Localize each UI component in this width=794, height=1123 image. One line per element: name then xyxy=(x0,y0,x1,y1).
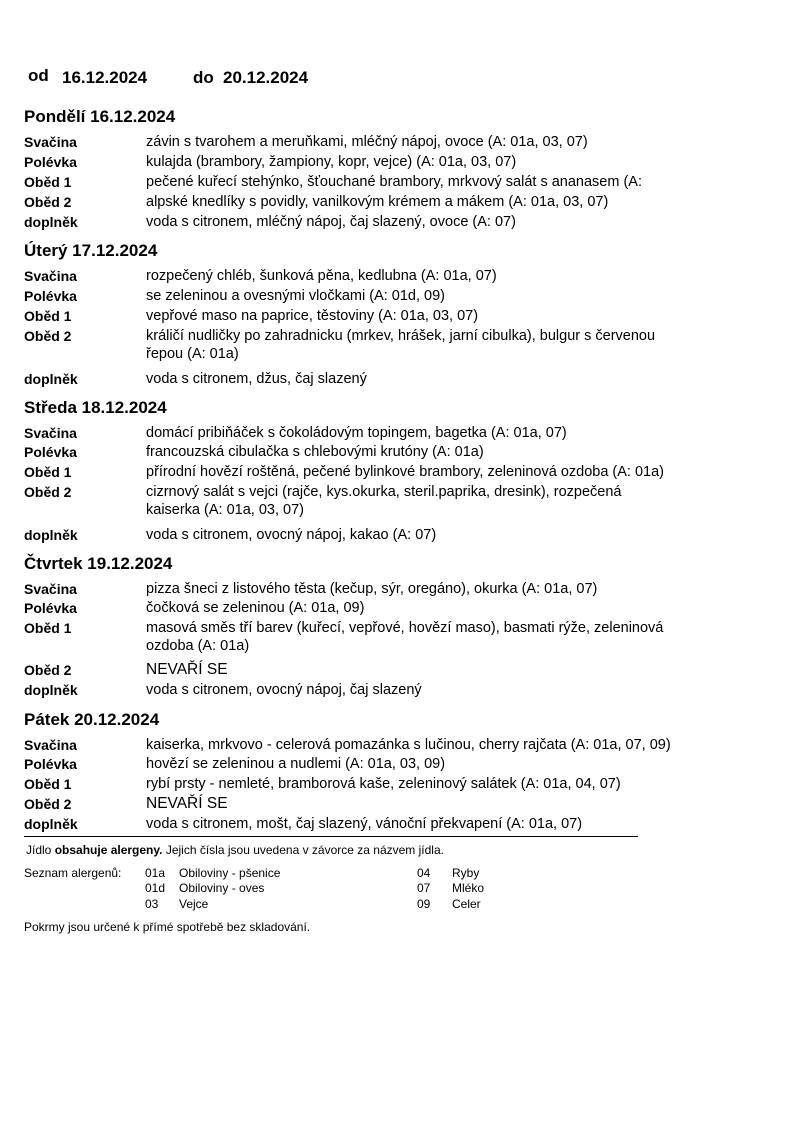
allergen-name: Mléko xyxy=(452,881,485,895)
meal-label: Polévka xyxy=(24,756,77,772)
meal-text: voda s citronem, mléčný nápoj, čaj slazený, ovoce (A: 07) xyxy=(146,214,516,230)
allergen-code: 01d xyxy=(145,881,166,895)
allergen-note-suffix: Jejich čísla jsou uvedena v závorce za názvem jídla. xyxy=(162,843,444,857)
period-from-label: od xyxy=(28,66,49,85)
allergen-code: 03 xyxy=(145,897,159,911)
storage-note: Pokrmy jsou určené k přímé spotřebě bez skladování. xyxy=(24,920,311,934)
meal-text: závin s tvarohem a meruňkami, mléčný nápoj, ovoce (A: 01a, 03, 07) xyxy=(146,134,588,150)
day-title-tuesday: Úterý 17.12.2024 xyxy=(24,241,158,260)
meal-label: doplněk xyxy=(24,214,78,230)
meal-text: voda s citronem, ovocný nápoj, kakao (A: 07) xyxy=(146,527,437,543)
meal-label: Polévka xyxy=(24,154,77,170)
allergen-code: 07 xyxy=(417,881,431,895)
meal-text: voda s citronem, ovocný nápoj, čaj slazený xyxy=(146,682,422,698)
meal-text: kulajda (brambory, žampiony, kopr, vejce) (A: 01a, 03, 07) xyxy=(146,154,517,170)
day-title-thursday: Čtvrtek 19.12.2024 xyxy=(24,554,173,573)
meal-label: Svačina xyxy=(24,425,77,441)
meal-text-continued: ozdoba (A: 01a) xyxy=(146,638,250,654)
meal-text: cizrnový salát s vejci (rajče, kys.okurka, steril.paprika, dresink), rozpečená xyxy=(146,484,622,500)
meal-label: Svačina xyxy=(24,581,77,597)
meal-label: Oběd 1 xyxy=(24,308,72,324)
allergen-code: 01a xyxy=(145,866,166,880)
meal-text-continued: kaiserka (A: 01a, 03, 07) xyxy=(146,502,304,518)
meal-label: Oběd 1 xyxy=(24,174,72,190)
period-to-date: 20.12.2024 xyxy=(223,68,309,87)
meal-label: Oběd 2 xyxy=(24,662,72,678)
meal-text: kaiserka, mrkvovo - celerová pomazánka s lučinou, cherry rajčata (A: 01a, 07, 09) xyxy=(146,737,671,753)
period-from-date: 16.12.2024 xyxy=(62,68,148,87)
meal-label: Oběd 2 xyxy=(24,796,72,812)
meal-text: NEVAŘÍ SE xyxy=(146,661,228,678)
meal-label: Oběd 2 xyxy=(24,484,72,500)
meal-text: rozpečený chléb, šunková pěna, kedlubna (A: 01a, 07) xyxy=(146,268,497,284)
day-title-monday: Pondělí 16.12.2024 xyxy=(24,107,176,126)
meal-label: doplněk xyxy=(24,816,78,832)
allergen-name: Vejce xyxy=(179,897,209,911)
allergen-name: Celer xyxy=(452,897,481,911)
meal-text: francouzská cibulačka s chlebovými krutóny (A: 01a) xyxy=(146,444,484,460)
allergen-code: 04 xyxy=(417,866,431,880)
meal-label: doplněk xyxy=(24,371,78,387)
meal-label: Svačina xyxy=(24,268,77,284)
meal-text: králičí nudličky po zahradnicku (mrkev, hrášek, jarní cibulka), bulgur s červenou xyxy=(146,328,656,344)
meal-text: hovězí se zeleninou a nudlemi (A: 01a, 03, 09) xyxy=(146,756,446,772)
meal-text: rybí prsty - nemleté, bramborová kaše, zeleninový salátek (A: 01a, 04, 07) xyxy=(146,776,621,792)
footer-divider xyxy=(24,836,638,837)
allergen-list-label: Seznam alergenů: xyxy=(24,866,122,880)
meal-label: Oběd 1 xyxy=(24,620,72,636)
meal-text: se zeleninou a ovesnými vločkami (A: 01d, 09) xyxy=(146,288,446,304)
meal-text: vepřové maso na paprice, těstoviny (A: 01a, 03, 07) xyxy=(146,308,479,324)
meal-text: pizza šneci z listového těsta (kečup, sýr, oregáno), okurka (A: 01a, 07) xyxy=(146,581,598,597)
meal-label: Oběd 1 xyxy=(24,776,72,792)
day-title-friday: Pátek 20.12.2024 xyxy=(24,710,160,729)
period-to-label: do xyxy=(193,68,214,87)
meal-label: doplněk xyxy=(24,527,78,543)
meal-label: Polévka xyxy=(24,288,77,304)
meal-text: voda s citronem, mošt, čaj slazený, vánoční překvapení (A: 01a, 07) xyxy=(146,816,583,832)
meal-text-continued: řepou (A: 01a) xyxy=(146,346,239,362)
meal-label: doplněk xyxy=(24,682,78,698)
meal-text: přírodní hovězí roštěná, pečené bylinkové brambory, zeleninová ozdoba (A: 01a) xyxy=(146,464,665,480)
allergen-name: Obiloviny - pšenice xyxy=(179,866,281,880)
day-title-wednesday: Středa 18.12.2024 xyxy=(24,398,167,417)
meal-text: čočková se zeleninou (A: 01a, 09) xyxy=(146,600,365,616)
meal-text: domácí pribiňáček s čokoládovým topingem, bagetka (A: 01a, 07) xyxy=(146,425,567,441)
allergen-note-prefix: Jídlo xyxy=(26,843,55,857)
allergen-code: 09 xyxy=(417,897,431,911)
meal-label: Svačina xyxy=(24,737,77,753)
meal-label: Svačina xyxy=(24,134,77,150)
allergen-name: Ryby xyxy=(452,866,480,880)
meal-text: NEVAŘÍ SE xyxy=(146,795,228,812)
meal-label: Oběd 2 xyxy=(24,194,72,210)
meal-label: Oběd 1 xyxy=(24,464,72,480)
meal-text: voda s citronem, džus, čaj slazený xyxy=(146,371,367,387)
allergen-note-bold: obsahuje alergeny. xyxy=(54,843,163,857)
meal-text: pečené kuřecí stehýnko, šťouchané brambory, mrkvový salát s ananasem (A: xyxy=(146,174,642,190)
allergen-name: Obiloviny - oves xyxy=(179,881,265,895)
meal-label: Polévka xyxy=(24,600,77,616)
meal-label: Polévka xyxy=(24,444,77,460)
meal-label: Oběd 2 xyxy=(24,328,72,344)
allergen-note xyxy=(26,843,444,857)
meal-text: alpské knedlíky s povidly, vanilkovým krémem a mákem (A: 01a, 03, 07) xyxy=(146,194,609,210)
meal-text: masová směs tří barev (kuřecí, vepřové, hovězí maso), basmati rýže, zeleninová xyxy=(146,620,664,636)
